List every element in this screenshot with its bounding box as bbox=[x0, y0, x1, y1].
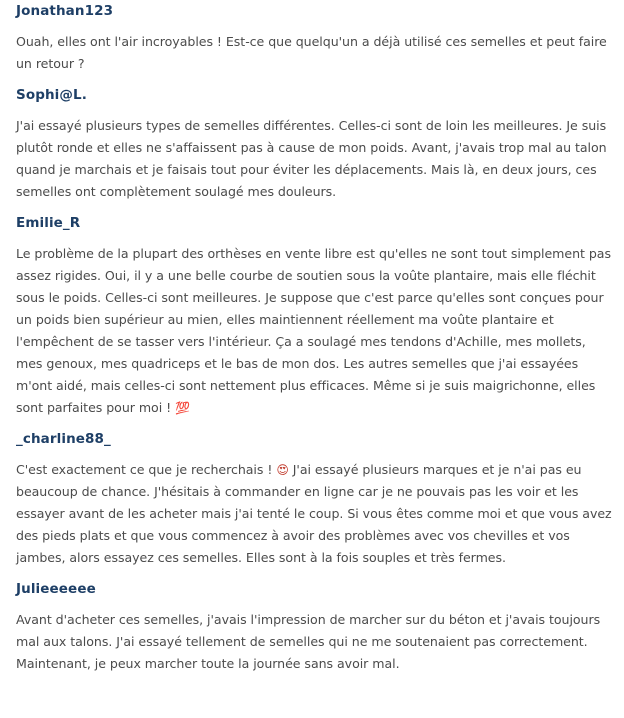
comment-text: Avant d'acheter ces semelles, j'avais l'impression de marcher sur du béton et j'avais toujours mal aux talons. J'ai essayé tellement de semelles qui ne me soutenaient pas correctement. Maintenant, je peux marcher toute la journée sans avoir mal. bbox=[16, 612, 601, 671]
comment-author: Sophi@L. bbox=[16, 87, 87, 103]
comment bbox=[16, 428, 616, 569]
comment-author: Julieeeeee bbox=[16, 581, 96, 597]
comment-text: Le problème de la plupart des orthèses en vente libre est qu'elles ne sont tout simplement pas assez rigides. Oui, il y a une belle courbe de soutien sous la voûte plantaire, mais elle fléchit sous le poids. Celles-ci sont meilleures. Je suppose que c'est parce qu'elles sont conçues pour un poids bien supérieur au mien, elles maintiennent réellement ma voûte plantaire et l'empêchent de se tasser vers l'intérieur. Ça a soulagé mes tendons d'Achille, mes mollets, mes genoux, mes quadriceps et le bas de mon dos. Les autres semelles que j'ai essayées m'ont aidé, mais celles-ci sont nettement plus efficaces. Même si je suis maigrichonne, elles sont parfaites pour moi ! bbox=[16, 246, 611, 415]
comment bbox=[16, 578, 616, 675]
comment-text: J'ai essayé plusieurs types de semelles différentes. Celles-ci sont de loin les meilleures. Je suis plutôt ronde et elles ne s'affaissent pas à cause de mon poids. Avant, j'avais trop mal au talon quand je marchais et je faisais tout pour éviter les déplacements. Mais là, en deux jours, ces semelles ont complètement soulagé mes douleurs. bbox=[16, 118, 607, 199]
comment-author: Jonathan123 bbox=[16, 3, 114, 19]
comment bbox=[16, 0, 616, 75]
comment-author: _charline88_ bbox=[16, 431, 111, 447]
comment-text-before: C'est exactement ce que je recherchais ! bbox=[16, 462, 273, 477]
comment bbox=[16, 212, 616, 419]
hundred-points-emoji-icon: 💯 bbox=[175, 401, 190, 415]
comment-text: Ouah, elles ont l'air incroyables ! Est-ce que quelqu'un a déjà utilisé ces semelles et peut faire un retour ? bbox=[16, 34, 607, 71]
comment-author: Emilie_R bbox=[16, 215, 81, 231]
comment-body bbox=[16, 459, 616, 569]
comment bbox=[16, 84, 616, 203]
heart-eyes-emoji-icon: 😍 bbox=[276, 463, 289, 477]
comment-body bbox=[16, 243, 616, 419]
comment-text-after: J'ai essayé plusieurs marques et je n'ai pas eu beaucoup de chance. J'hésitais à commander en ligne car je ne pouvais pas les voir et les essayer avant de les acheter mais j'ai tenté le coup. Si vous êtes comme moi et que vous avez des pieds plats et que vous commencez à avoir des problèmes avec vos chevilles et vos jambes, alors essayez ces semelles. Elles sont à la fois souples et très fermes. bbox=[16, 462, 612, 565]
comment-list bbox=[16, 0, 616, 675]
